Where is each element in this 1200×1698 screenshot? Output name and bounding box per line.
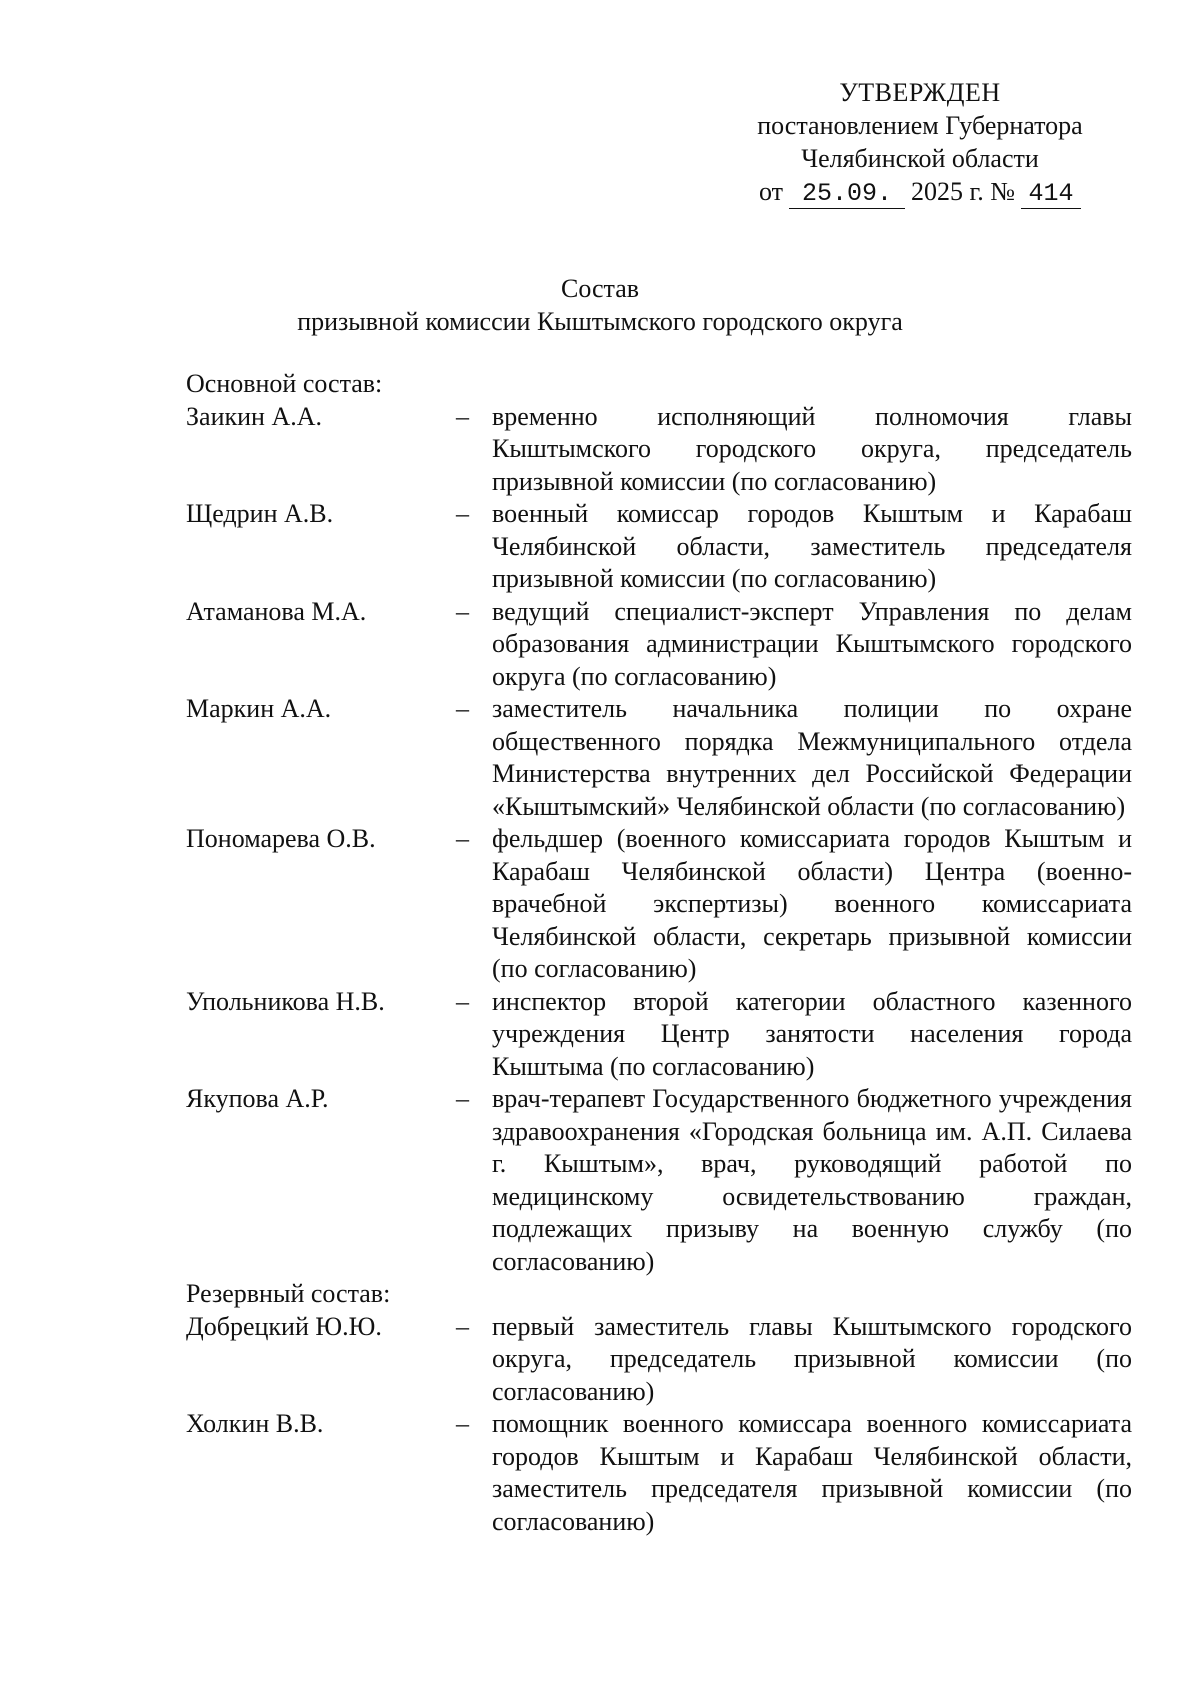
member-role: заместитель начальника полиции по охране общественного порядка Межмуниципального отдела Министерства внутренних дел Российской Федерации «Кыштымский» Челябинской области (по согласованию) <box>492 694 1132 821</box>
entry-dash: – <box>456 596 469 626</box>
entry-dash: – <box>456 694 469 723</box>
member-role: временно исполняющий полномочия главы Кыштымского городского округа, председатель призывной комиссии (по согласованию) <box>492 401 1132 496</box>
date-value: 25.09. <box>789 180 905 209</box>
member-entry <box>186 498 1132 596</box>
approval-line-2: Челябинской области <box>801 144 1039 173</box>
entry-dash: – <box>456 401 469 431</box>
member-entry <box>186 693 1132 823</box>
member-entry <box>186 823 1132 986</box>
entry-dash: – <box>456 1409 469 1438</box>
member-role: ведущий специалист-эксперт Управления по делам образования администрации Кыштымского городского округа (по согласованию) <box>492 596 1132 691</box>
year-suffix: 2025 г. № <box>910 177 1016 206</box>
member-role: первый заместитель главы Кыштымского городского округа, председатель призывной комиссии (по согласованию) <box>492 1311 1132 1406</box>
commission-roster <box>186 368 1132 1538</box>
member-role: помощник военного комиссара военного комиссариата городов Кыштым и Карабаш Челябинской области, заместитель председателя призывной комиссии (по согласованию) <box>492 1409 1132 1536</box>
member-name: Маркин А.А. <box>186 694 332 723</box>
member-name: Упольникова Н.В. <box>186 986 385 1016</box>
approval-line-1: постановлением Губернатора <box>757 111 1083 140</box>
member-entry <box>186 986 1132 1084</box>
reserve-section-label: Резервный состав: <box>186 1279 391 1308</box>
member-name: Якупова А.Р. <box>186 1084 329 1113</box>
reserve-member-entry <box>186 1408 1132 1538</box>
member-role: фельдшер (военного комиссариата городов Кыштым и Карабаш Челябинской области) Центра (военно-врачебной экспертизы) военного комиссариата Челябинской области, секретарь призывной комиссии (по согласованию) <box>492 824 1132 983</box>
reserve-member-entry <box>186 1311 1132 1409</box>
member-name: Щедрин А.В. <box>186 499 334 528</box>
approval-date-line <box>700 175 1140 209</box>
approval-title: УТВЕРЖДЕН <box>839 78 1001 107</box>
member-name: Добрецкий Ю.Ю. <box>186 1311 382 1341</box>
entry-dash: – <box>456 499 469 528</box>
date-prefix: от <box>758 177 783 206</box>
member-role: военный комиссар городов Кыштым и Карабаш Челябинской области, заместитель председателя призывной комиссии (по согласованию) <box>492 499 1132 593</box>
member-name: Пономарева О.В. <box>186 824 376 853</box>
main-section-label: Основной состав: <box>186 369 383 398</box>
member-entry <box>186 1083 1132 1278</box>
entry-dash: – <box>456 1084 469 1113</box>
entry-dash: – <box>456 1311 469 1341</box>
member-entry <box>186 401 1132 499</box>
member-name: Атаманова М.А. <box>186 596 367 626</box>
member-name: Заикин А.А. <box>186 401 322 431</box>
entry-dash: – <box>456 824 469 853</box>
entry-dash: – <box>456 986 469 1016</box>
approval-stamp <box>700 76 1140 209</box>
document-heading <box>260 272 940 338</box>
member-entry <box>186 596 1132 694</box>
member-role: инспектор второй категории областного казенного учреждения Центр занятости населения города Кыштыма (по согласованию) <box>492 986 1132 1081</box>
decree-number: 414 <box>1021 180 1081 209</box>
member-role: врач-терапевт Государственного бюджетного учреждения здравоохранения «Городская больница им. А.П. Силаева г. Кыштым», врач, руководящий работой по медицинскому освидетельствованию граждан, подлежащих призыву на военную службу (по согласованию) <box>492 1084 1132 1276</box>
heading-title: Состав <box>560 274 640 303</box>
heading-subtitle: призывной комиссии Кыштымского городского округа <box>297 307 903 336</box>
member-name: Холкин В.В. <box>186 1409 324 1438</box>
